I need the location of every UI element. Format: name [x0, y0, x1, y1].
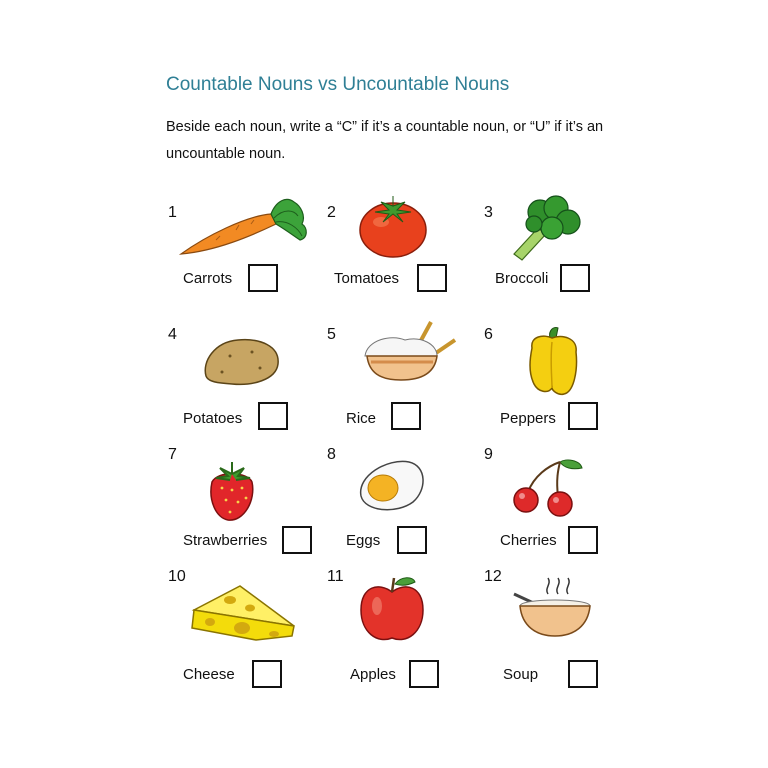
rice-bowl-icon — [361, 318, 457, 390]
broccoli-icon — [510, 194, 584, 262]
noun-item-apples — [327, 568, 487, 698]
answer-box[interactable] — [568, 402, 598, 430]
answer-box[interactable] — [282, 526, 312, 554]
answer-box[interactable] — [391, 402, 421, 430]
item-number: 5 — [327, 326, 336, 343]
egg-icon — [357, 456, 427, 514]
noun-label: Tomatoes — [334, 270, 400, 287]
noun-label: Strawberries — [183, 532, 268, 549]
noun-label: Apples — [350, 666, 396, 683]
noun-item-cherries — [484, 446, 644, 576]
item-number: 10 — [168, 568, 186, 585]
noun-item-strawberries — [168, 446, 328, 576]
instructions: Beside each noun, write a “C” if it’s a countable noun, or “U” if it’s an uncountable noun. — [166, 119, 604, 162]
noun-label: Eggs — [346, 532, 381, 549]
noun-label: Peppers — [500, 410, 556, 427]
item-number: 8 — [327, 446, 336, 463]
noun-label: Broccoli — [495, 270, 549, 287]
pepper-icon — [524, 326, 584, 398]
answer-box[interactable] — [258, 402, 288, 430]
soup-bowl-icon — [512, 574, 596, 644]
cheese-icon — [190, 580, 296, 644]
apple-icon — [359, 574, 425, 646]
item-number: 12 — [484, 568, 502, 585]
worksheet-title: Countable Nouns vs Uncountable Nouns — [166, 74, 510, 95]
answer-box[interactable] — [409, 660, 439, 688]
noun-label: Potatoes — [183, 410, 243, 427]
noun-label: Soup — [503, 666, 539, 683]
noun-item-soup — [484, 568, 644, 698]
item-number: 4 — [168, 326, 177, 343]
noun-item-rice — [327, 326, 487, 456]
item-number: 11 — [327, 568, 344, 585]
answer-box[interactable] — [568, 526, 598, 554]
answer-box[interactable] — [568, 660, 598, 688]
answer-box[interactable] — [560, 264, 590, 292]
carrot-icon — [176, 196, 306, 266]
item-number: 9 — [484, 446, 493, 463]
answer-box[interactable] — [417, 264, 447, 292]
potato-icon — [202, 334, 282, 386]
item-number: 1 — [168, 204, 177, 221]
noun-item-eggs — [327, 446, 487, 576]
noun-item-cheese — [168, 568, 328, 698]
answer-box[interactable] — [248, 264, 278, 292]
noun-label: Cherries — [500, 532, 557, 549]
noun-label: Cheese — [183, 666, 235, 683]
item-number: 7 — [168, 446, 177, 463]
answer-box[interactable] — [397, 526, 427, 554]
noun-item-potatoes — [168, 326, 328, 456]
noun-item-peppers — [484, 326, 644, 456]
noun-item-broccoli — [484, 204, 644, 334]
strawberry-icon — [206, 460, 258, 524]
noun-item-carrots — [168, 204, 328, 334]
item-number: 2 — [327, 204, 336, 221]
answer-box[interactable] — [252, 660, 282, 688]
tomato-icon — [359, 192, 429, 258]
noun-item-tomatoes — [327, 204, 487, 334]
item-number: 3 — [484, 204, 493, 221]
noun-label: Rice — [346, 410, 377, 427]
noun-label: Carrots — [183, 270, 233, 287]
cherries-icon — [512, 458, 584, 522]
item-number: 6 — [484, 326, 493, 343]
